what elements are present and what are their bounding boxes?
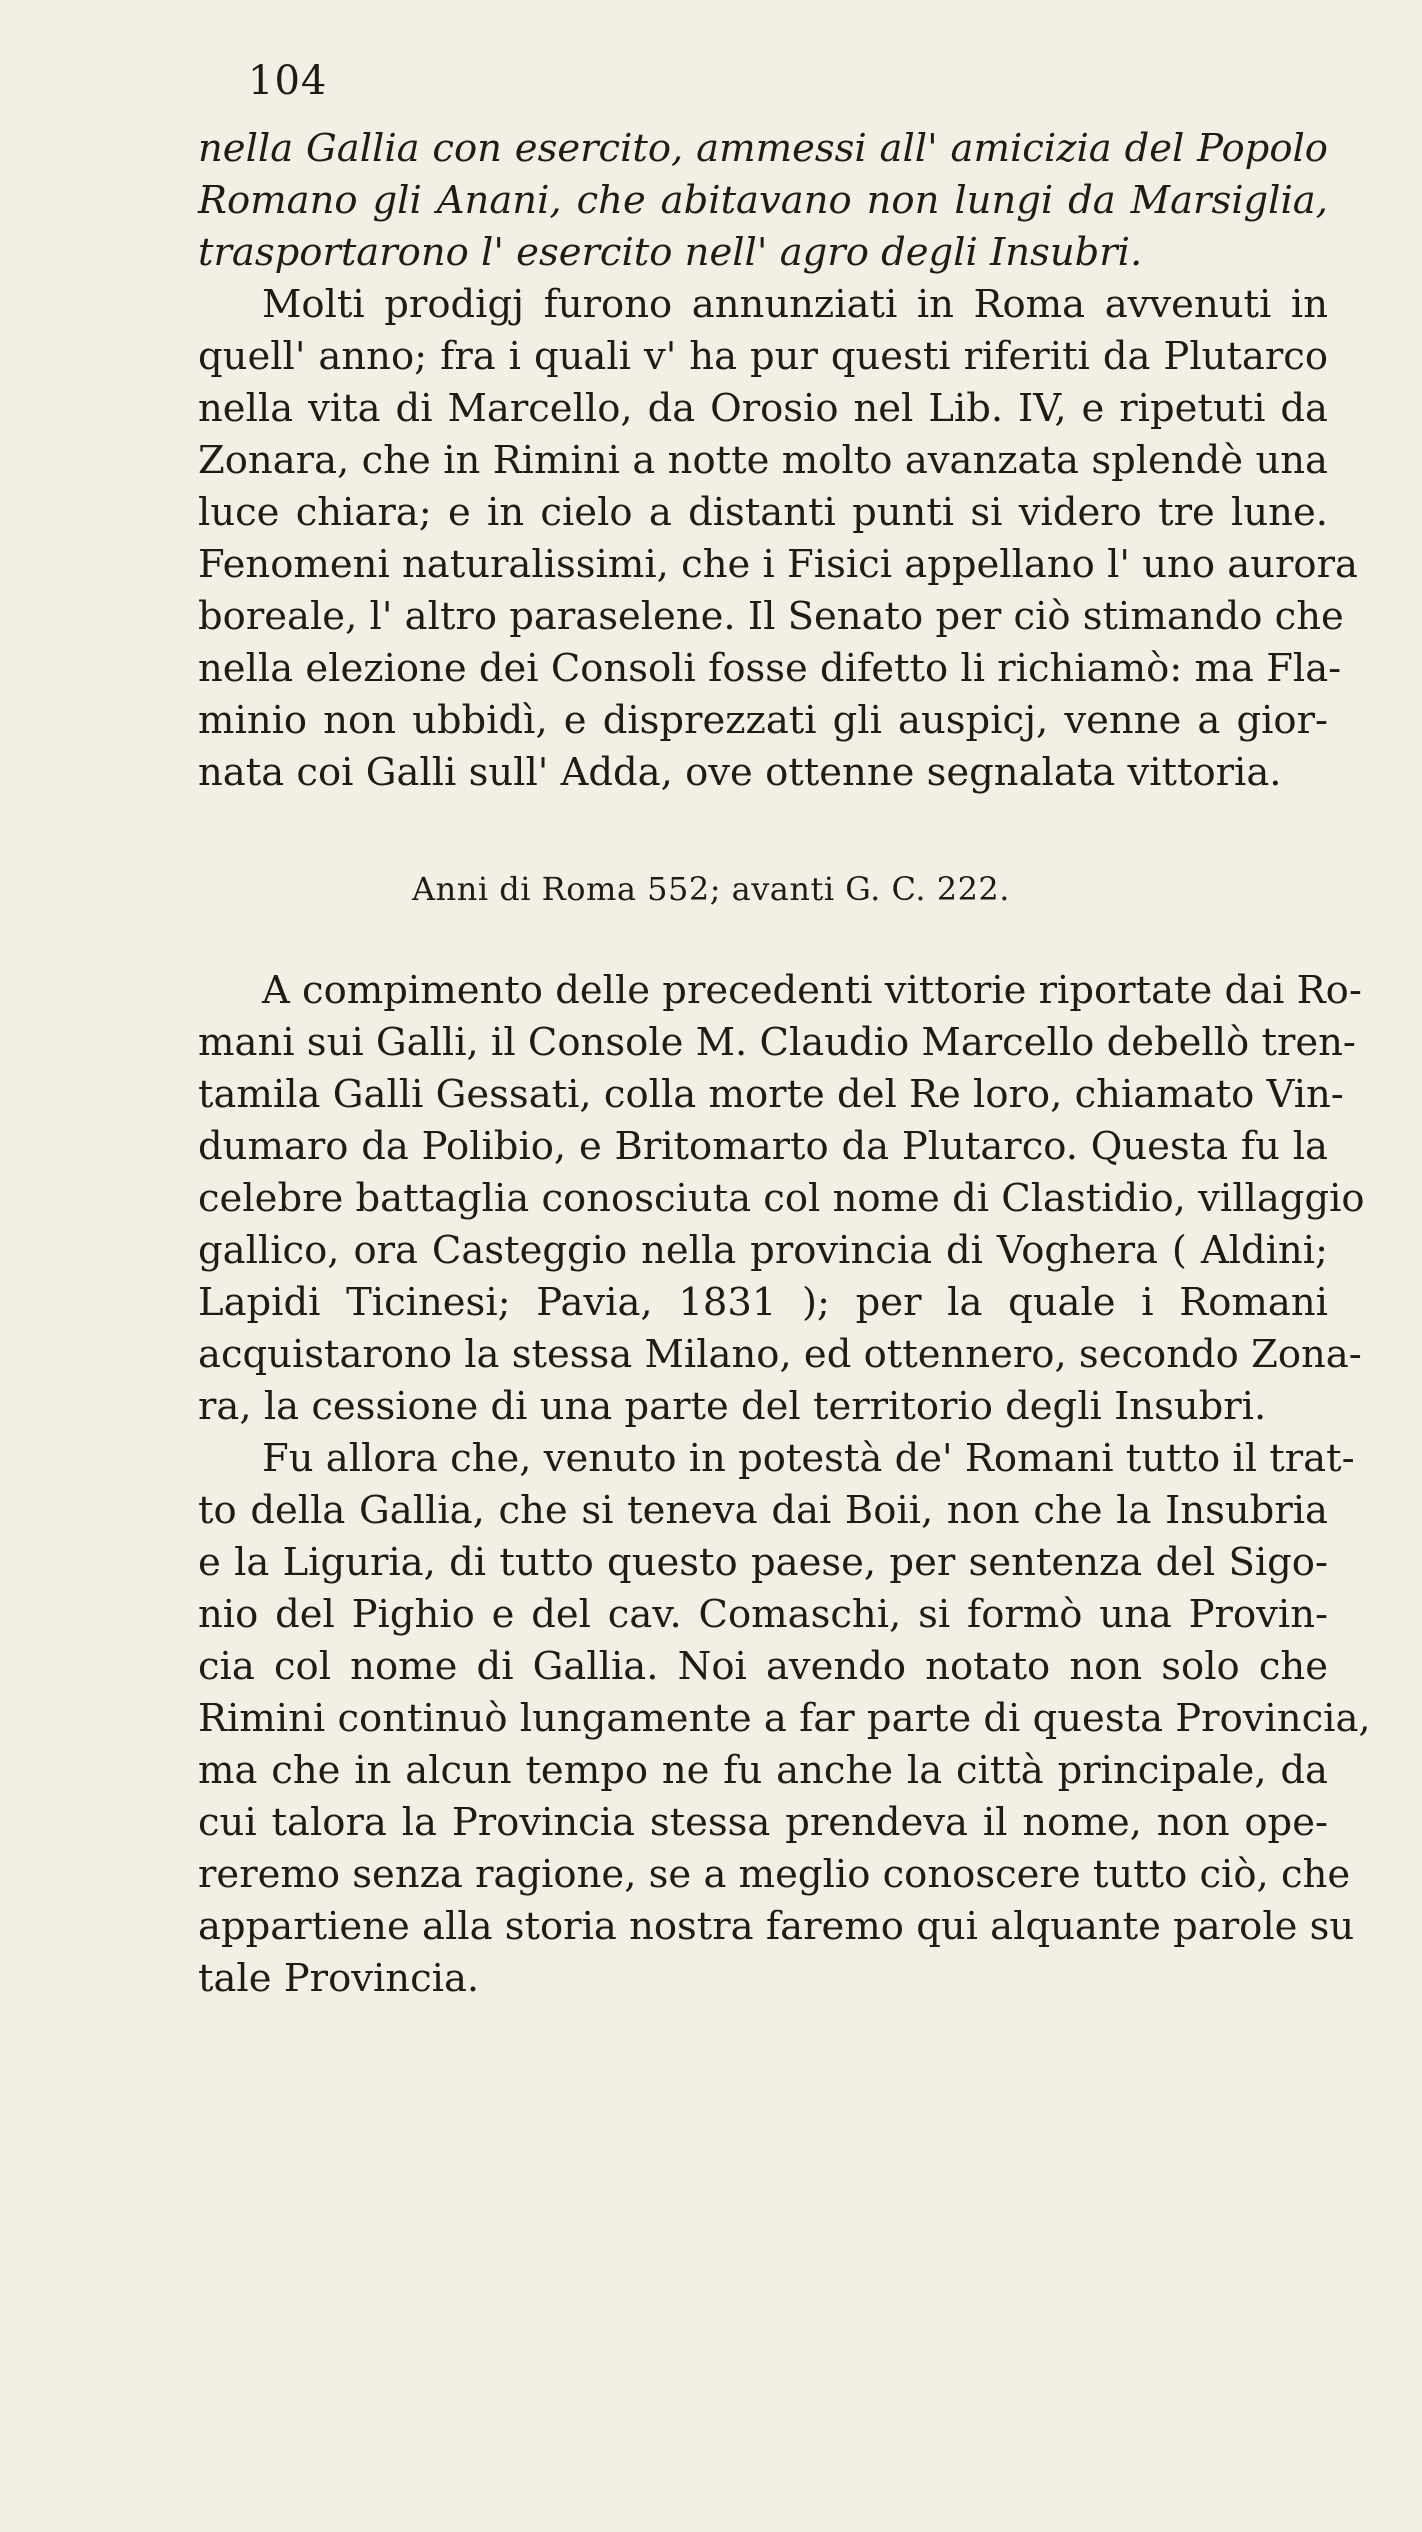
text-line: reremo senza ragione, se a meglio conoscere tutto ciò, che — [198, 1852, 1351, 1897]
text-line: dumaro da Polibio, e Britomarto da Plutarco. Questa fu la — [198, 1124, 1328, 1169]
text-line: nio del Pighio e del cav. Comaschi, si formò una Provin- — [198, 1592, 1328, 1637]
text-line: tamila Galli Gessati, colla morte del Re loro, chiamato Vin- — [198, 1072, 1344, 1117]
text-line: Romano gli Anani, che abitavano non lungi da Marsiglia, — [198, 178, 1328, 223]
paragraph-prodigi — [198, 279, 1358, 799]
text-line: mani sui Galli, il Console M. Claudio Marcello debellò tren- — [198, 1020, 1356, 1065]
text-line: nata coi Galli sull' Adda, ove ottenne segnalata vittoria. — [198, 750, 1282, 795]
text-line: nella vita di Marcello, da Orosio nel Lib. IV, e ripetuti da — [198, 386, 1328, 431]
paragraph-provincia — [198, 1433, 1371, 2005]
text-line: luce chiara; e in cielo a distanti punti si videro tre lune. — [198, 490, 1328, 535]
text-line: nella Gallia con esercito, ammessi all' amicizia del Popolo — [198, 126, 1328, 171]
text-line: celebre battaglia conosciuta col nome di Clastidio, villaggio — [198, 1176, 1365, 1221]
text-line: ra, la cessione di una parte del territorio degli Insubri. — [198, 1384, 1267, 1429]
text-line: appartiene alla storia nostra faremo qui alquante parole su — [198, 1904, 1355, 1949]
text-line: nella elezione dei Consoli fosse difetto li richiamò: ma Fla- — [198, 646, 1342, 691]
text-line: gallico, ora Casteggio nella provincia di Voghera ( Aldini; — [198, 1228, 1328, 1273]
text-line: trasportarono l' esercito nell' agro degli Insubri. — [198, 230, 1143, 275]
text-line: acquistarono la stessa Milano, ed ottennero, secondo Zona- — [198, 1332, 1362, 1377]
text-line: Zonara, che in Rimini a notte molto avanzata splendè una — [198, 438, 1328, 483]
paragraph-intro — [198, 123, 1328, 279]
text-line: Fenomeni naturalissimi, che i Fisici appellano l' uno aurora — [198, 542, 1358, 587]
page-number: 104 — [248, 58, 328, 104]
paragraph-marcello — [198, 965, 1365, 1433]
text-line: to della Gallia, che si teneva dai Boii, non che la Insubria — [198, 1488, 1328, 1533]
text-line: e la Liguria, di tutto questo paese, per sentenza del Sigo- — [198, 1540, 1328, 1585]
year-heading: Anni di Roma 552; avanti G. C. 222. — [412, 870, 1010, 908]
text-line: quell' anno; fra i quali v' ha pur questi riferiti da Plutarco — [198, 334, 1328, 379]
text-line: cia col nome di Gallia. Noi avendo notato non solo che — [198, 1644, 1328, 1689]
text-line: Rimini continuò lungamente a far parte di questa Provincia, — [198, 1696, 1371, 1741]
text-line: boreale, l' altro paraselene. Il Senato per ciò stimando che — [198, 594, 1344, 639]
text-line: tale Provincia. — [198, 1956, 480, 2001]
text-line: Fu allora che, venuto in potestà de' Romani tutto il trat- — [262, 1436, 1355, 1481]
text-line: cui talora la Provincia stessa prendeva il nome, non ope- — [198, 1800, 1328, 1845]
text-line: ma che in alcun tempo ne fu anche la città principale, da — [198, 1748, 1328, 1793]
text-line: A compimento delle precedenti vittorie riportate dai Ro- — [262, 968, 1362, 1013]
text-line: Molti prodigj furono annunziati in Roma avvenuti in — [262, 282, 1328, 327]
text-line: minio non ubbidì, e disprezzati gli auspicj, venne a gior- — [198, 698, 1328, 743]
text-line: Lapidi Ticinesi; Pavia, 1831 ); per la quale i Romani — [198, 1280, 1328, 1325]
